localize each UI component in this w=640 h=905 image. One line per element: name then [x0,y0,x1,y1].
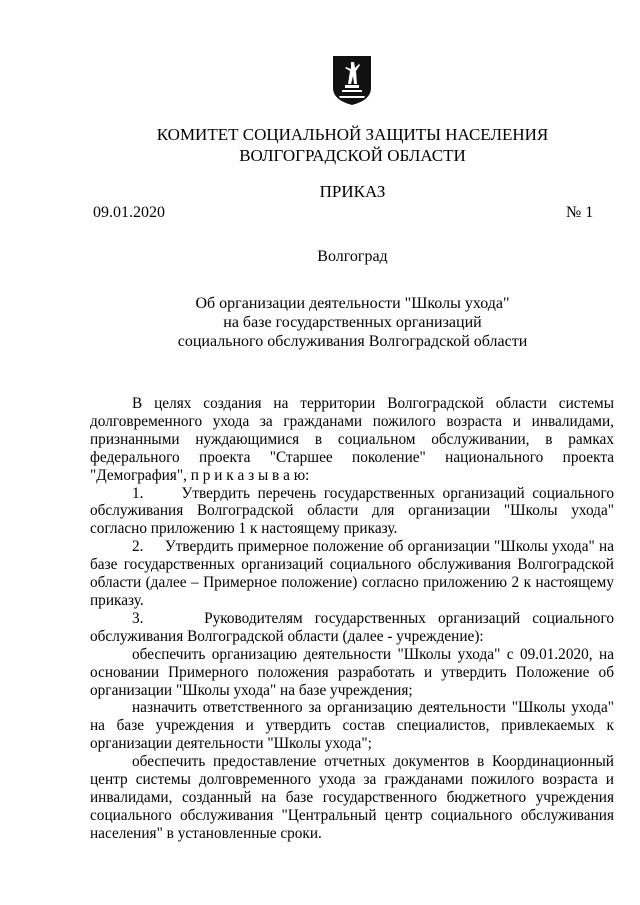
subject-line1: Об организации деятельности "Школы ухода" [195,295,510,312]
organization-name-line1: КОМИТЕТ СОЦИАЛЬНОЙ ЗАЩИТЫ НАСЕЛЕНИЯ [156,125,549,144]
subject-line3: социального обслуживания Волгоградской области [177,333,528,350]
organization-name [0,124,640,166]
organization-name-line2: ВОЛГОГРАДСКОЙ ОБЛАСТИ [239,146,466,165]
document-city: Волгоград [317,248,388,265]
document-subject [0,294,640,351]
paragraph-subitem-1: обеспечить организацию деятельности "Школы ухода" с 09.01.2020, на основании Примерного положения разработать и утвердить Положение об организации "Школы ухода" на базе учреждения; [90,645,614,699]
document-date: 09.01.2020 [93,204,165,221]
coat-of-arms-emblem [331,54,373,106]
paragraph-subitem-3: обеспечить предоставление отчетных документов в Координационный центр системы долговременного ухода за гражданами пожилого возраста и инвалидами, созданный на базе государственного бюджетного учреждения социального обслуживания "Центральный центр социального обслуживания населения" в установленные сроки. [90,753,614,842]
paragraph-item-1: 1. Утвердить перечень государственных организаций социального обслуживания Волгоградской области для организации "Школы ухода" согласно приложению 1 к настоящему приказу. [90,484,614,538]
paragraph-subitem-2: назначить ответственного за организацию деятельности "Школы ухода" на базе учреждения и утвердить состав специалистов, привлекаемых к организации деятельности "Школы ухода"; [90,699,614,753]
document-number: № 1 [566,204,594,221]
document-body [90,395,614,843]
document-type: ПРИКАЗ [319,182,386,201]
paragraph-preamble: В целях создания на территории Волгоградской области системы долговременного ухода за гражданами пожилого возраста и инвалидами, признанными нуждающимися в социальном обслуживании, в рамках федерального проекта "Старшее поколение" национального проекта "Демография", п р и к а з ы в а ю: [90,395,614,484]
paragraph-item-2: 2. Утвердить примерное положение об организации "Школы ухода" на базе государственных организаций социального обслуживания Волгоградской области (далее – Примерное положение) согласно приложению 2 к настоящему приказу. [90,538,614,609]
subject-line2: на базе государственных организаций [223,314,482,331]
paragraph-item-3: 3. Руководителям государственных организаций социального обслуживания Волгоградской области (далее - учреждение): [90,609,614,645]
